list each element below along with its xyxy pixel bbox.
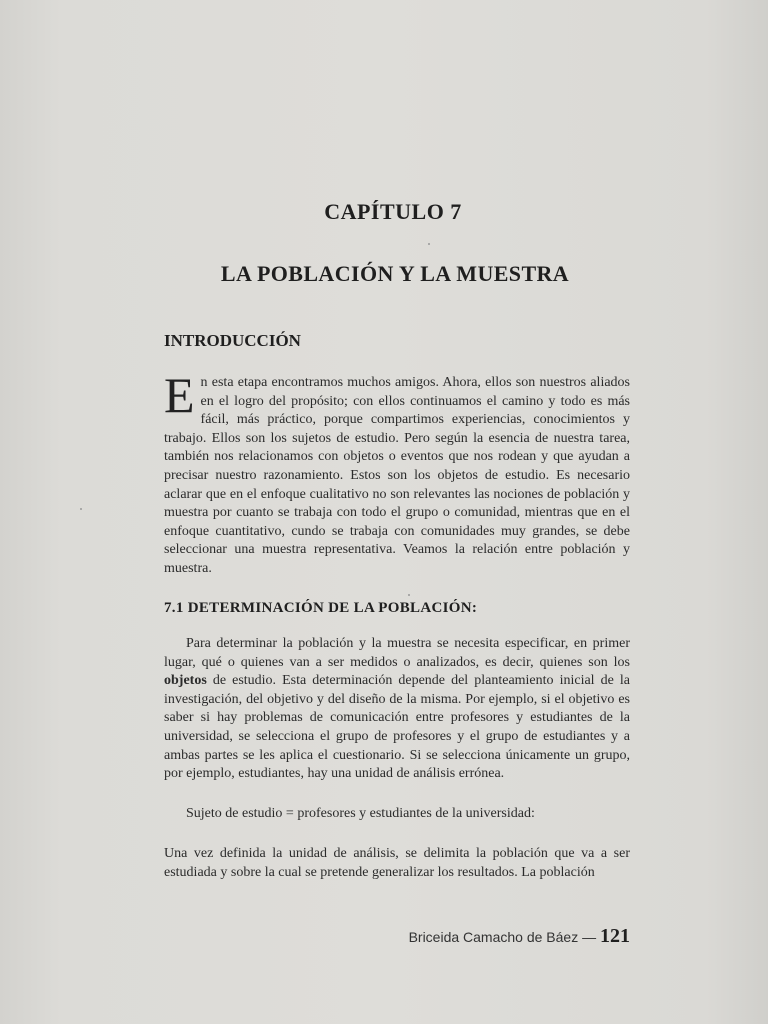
objetos-bold-term: objetos bbox=[164, 673, 207, 689]
intro-paragraph bbox=[164, 367, 630, 579]
drop-cap: E bbox=[164, 367, 195, 423]
section-paragraph-3: Una vez definida la unidad de análisis, se delimita la población que va a ser estudiada y sobre la cual se pretende generalizar los resultados. La población bbox=[164, 846, 630, 880]
page-number: 121 bbox=[600, 925, 630, 947]
page-footer bbox=[409, 925, 630, 948]
intro-paragraph-text: n esta etapa encontramos muchos amigos. Ahora, ellos son nuestros aliados en el logro del propósito; con ellos continuamos el camino y todo es más fácil, más práctico, porque compartimos experiencias, conocimientos y trabajo. Ellos son los sujetos de estudio. Pero según la esencia de nuestra tarea, también nos relacionamos con objetos o eventos que nos rodean y que ayudan a precisar nuestro razonamiento. Estos son los objetos de estudio. Es necesario aclarar que en el enfoque cualitativo no son relevantes las nociones de población y muestra por cuanto se trabaja con todo el grupo o comunidad, mientras que en el enfoque cuantitativo, cundo se trabaja con comunidades muy grandes, se debe seleccionar una muestra representativa. Veamos la relación entre población y muestra. bbox=[164, 375, 630, 576]
section-paragraph-1 bbox=[164, 635, 630, 784]
footer-author: Briceida Camacho de Báez bbox=[408, 929, 579, 945]
footer-dash: — bbox=[582, 929, 597, 945]
chapter-label: CAPÍTULO 7 bbox=[324, 199, 462, 224]
intro-heading: INTRODUCCIÓN bbox=[164, 331, 301, 350]
scan-speck bbox=[80, 508, 82, 510]
section-heading: 7.1 DETERMINACIÓN DE LA POBLACIÓN: bbox=[164, 600, 478, 616]
scan-speck bbox=[428, 243, 430, 245]
section-paragraph-1-start: Para determinar la población y la muestra se necesita especificar, en primer lugar, qué o quienes van a ser medidos o analizados, es decir, quienes son los bbox=[164, 636, 630, 670]
section-paragraph-1-end: de estudio. Esta determinación depende del planteamiento inicial de la investigación, del objetivo y del diseño de la misma. Por ejemplo, si el objetivo es saber si hay problemas de comunicación entre profesores y estudiantes de la universidad, se selecciona el grupo de profesores y el grupo de estudiantes y a ambas partes se les aplica el cuestionario. Si se selecciona únicamente un grupo, por ejemplo, estudiantes, hay una unidad de análisis errónea. bbox=[164, 673, 630, 782]
scan-speck bbox=[408, 594, 410, 596]
section-paragraph-2: Sujeto de estudio = profesores y estudiantes de la universidad: bbox=[186, 806, 535, 821]
chapter-title: LA POBLACIÓN Y LA MUESTRA bbox=[220, 261, 570, 286]
